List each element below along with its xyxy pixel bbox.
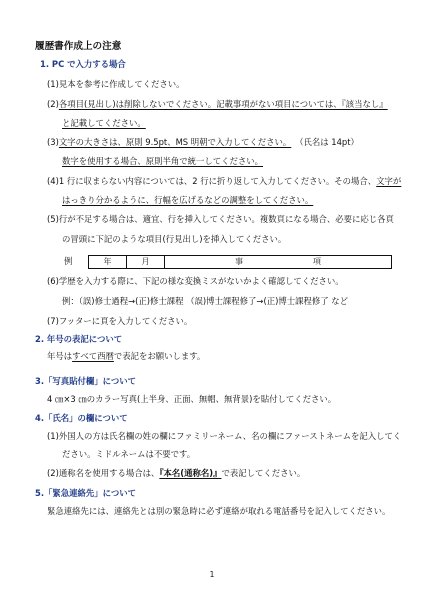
s1-item-2 [47,99,388,110]
section-2-heading: 2. 年号の表記について [35,334,123,344]
example-cell-matter-2: 項 [313,257,321,266]
example-cell-matter-1: 事 [235,257,243,266]
section-1-heading: 1. PC で入力する場合 [40,59,126,69]
s1-item-3-note: （氏名は 14pt） [299,137,359,147]
example-cell-month: 月 [127,256,165,268]
s1-item-4-cont: はっきり分かるように、行幅を広げるなどの調整をしてください。 [62,195,314,205]
s1-item-1: (1)見本を参考に作成してください。 [47,79,185,89]
s2-item-1-a: 年号は [47,351,73,361]
s4-item-2-a: (2)通称名を使用する場合は、 [47,468,160,478]
s1-item-6-example: 例：（誤)修士過程→(正)修士課程 （誤)博士課程修了→(正)博士課程修了 など [62,296,349,306]
page-title: 履歴書作成上の注意 [35,41,122,52]
s1-item-6: (6)学歴を入力する際に、下記の様な変換ミスがないかよく確認してください。 [47,276,344,286]
s2-item-1 [47,351,205,362]
s1-item-4-text: (4)1 行に収まらない内容については、2 行に折り返して入力してください。その場合、 [47,176,377,186]
s2-item-1-c: で表記をお願いします。 [113,351,206,361]
section-4-heading: 4.「氏名」の欄について [35,413,128,423]
example-cell-matter [165,256,391,268]
s1-item-5-cont: の冒頭に下記のような項目(行見出し)を挿入してください。 [62,234,287,244]
section-5-heading: 5.「緊急連絡先」について [35,488,136,498]
s1-item-3-cont: 数字を使用する場合、原則半角で統一してください。 [62,156,263,166]
s3-item-1: 4 ㎝×3 ㎝のカラー写真(上半身、正面、無帽、無背景)を貼付してください。 [47,394,337,404]
example-cell-year: 年 [89,256,127,268]
example-label: 例 [64,256,73,266]
s1-item-3 [47,137,359,148]
s1-item-5: (5)行が不足する場合は、適宜、行を挿入してください。複数頁になる場合、必要に応じ各頁 [47,214,394,224]
s4-item-2 [47,468,305,479]
s4-item-2-c: で表記してください。 [221,468,306,478]
example-header-table [88,255,392,269]
s4-item-2-b: 『本名(通称名)』 [159,468,222,478]
s2-item-1-b: すべて西暦 [72,351,114,361]
s1-item-7: (7)フッターに頁を入力してください。 [47,316,193,326]
s1-item-2-text: 各項目(見出し)は削除しないでください。記載事項がない項目については、『該当なし』 [58,99,388,109]
s4-item-1-cont: ださい。ミドルネームは不要です。 [62,449,196,459]
s1-item-2-num: (2) [47,99,59,109]
s1-item-4-emph: 文字が [376,176,402,186]
s1-item-2-cont: と記載してください。 [62,118,146,128]
s1-item-3-num: (3) [47,137,59,147]
s4-item-1: (1)外国人の方は氏名欄の姓の欄にファミリーネーム、名の欄にファーストネームを記入してく [47,431,402,441]
page-number: 1 [209,570,215,579]
s1-item-4 [47,176,401,187]
s5-item-1: 緊急連絡先には、連絡先とは別の緊急時に必ず連絡が取れる電話番号を記入してください。 [47,506,391,516]
s1-item-3-text: 文字の大きさは、原則 9.5pt、MS 明朝で入力してください。 [58,137,292,147]
section-3-heading: 3.「写真貼付欄」について [35,376,136,386]
